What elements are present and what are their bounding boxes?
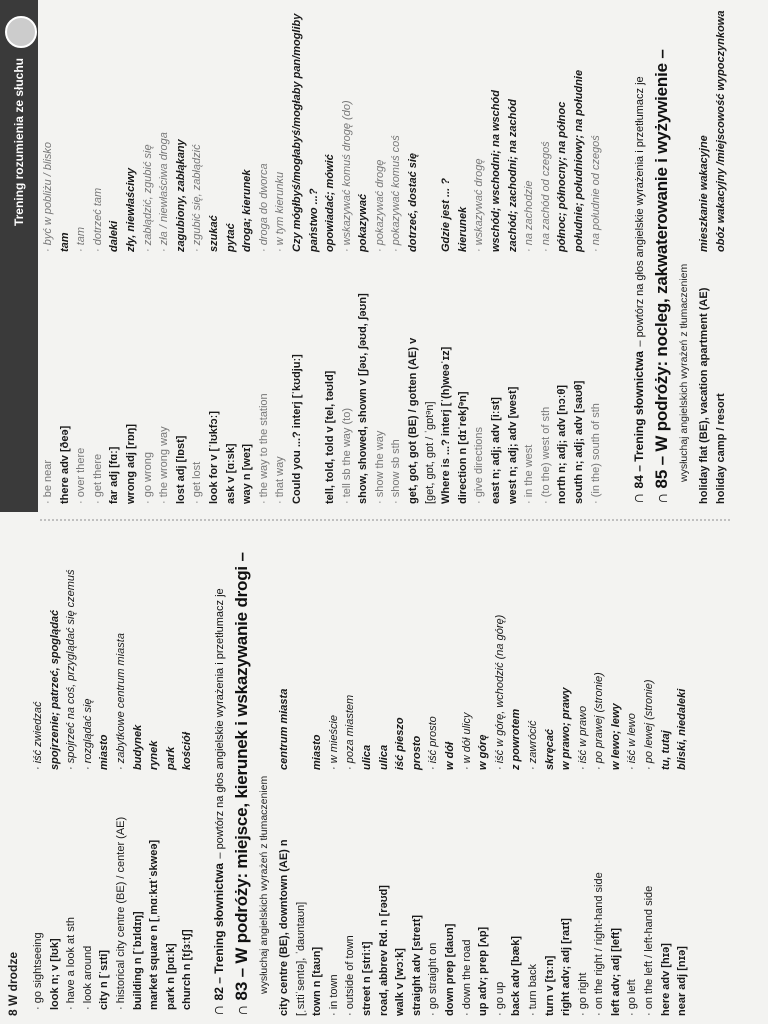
- polish-translation: centrum miasta: [278, 688, 290, 770]
- vocab-row: [641, 615, 658, 1016]
- english-term: look for v [ˈlʊkfɔː]: [207, 410, 220, 504]
- polish-translation: · tam: [75, 226, 88, 252]
- polish-translation: · rozglądać się: [81, 698, 94, 770]
- english-term: city centre (BE), downtown (AE) n: [278, 839, 290, 1016]
- polish-translation: tu, tutaj: [659, 730, 672, 770]
- vocab-row: [326, 615, 343, 1016]
- polish-translation: · na południe od czegoś: [589, 135, 602, 252]
- vocab-row: [508, 615, 525, 1016]
- english-term: down prep [daʊn]: [443, 923, 456, 1016]
- vocab-row: [425, 615, 442, 1016]
- polish-translation: pokazywać: [357, 193, 370, 252]
- vocab-row: [40, 14, 57, 504]
- polish-translation: obóz wakacyjny /miejscowość wypoczynkowa: [714, 10, 727, 252]
- vocab-row: [276, 615, 293, 1016]
- vocab-row: [30, 569, 47, 1010]
- vocab-row: [392, 615, 409, 1016]
- vocab-row: [206, 14, 223, 504]
- polish-translation: · zawrócić: [526, 720, 539, 770]
- english-term: there adv [ðeə]: [58, 425, 71, 504]
- vocab-row: [293, 615, 310, 1016]
- polish-translation: · dotrzeć tam: [91, 187, 104, 252]
- polish-translation: mieszkanie wakacyjne: [698, 135, 710, 252]
- vocab-row: [63, 569, 80, 1010]
- english-term: near adj [nɪə]: [676, 946, 689, 1016]
- english-term: west n; adj; adv [west]: [506, 386, 519, 504]
- polish-translation: · spojrzeć na coś, przyglądać się czemuś: [65, 569, 78, 770]
- english-term: [ˌsɪtiˈsentə], ˈdaʊntaʊn]: [294, 901, 307, 1016]
- english-term: north n; adj; adv [nɔːθ]: [556, 385, 569, 504]
- english-term: · go left: [626, 979, 639, 1016]
- polish-translation: ulica: [360, 744, 373, 770]
- polish-translation: północ; północny; na północ: [556, 101, 569, 252]
- english-term: left adv; adj [left]: [609, 927, 622, 1016]
- english-term: · go up: [493, 981, 506, 1016]
- english-term: church n [tʃɜːtʃ]: [181, 929, 194, 1010]
- vocab-row: [554, 14, 571, 504]
- polish-translation: · droga do dworca: [257, 163, 270, 252]
- english-term: ask v [ɑːsk]: [224, 443, 237, 504]
- polish-translation: · na zachodzie: [523, 180, 536, 252]
- vocab-row: [179, 569, 196, 1010]
- english-term: [get, gɒt, gɒt / ˈgɒtᵊn]: [423, 401, 436, 504]
- english-term: town n [taʊn]: [311, 946, 324, 1016]
- vocab-row: [355, 14, 372, 504]
- english-term: way n [weɪ]: [241, 443, 254, 504]
- polish-translation: droga; kierunek: [241, 169, 254, 252]
- polish-translation: miasto: [311, 734, 324, 770]
- vocab-row: [521, 14, 538, 504]
- vocab-row: [239, 14, 256, 504]
- vocab-row: [505, 14, 522, 504]
- english-term: walk v [wɔːk]: [394, 948, 407, 1016]
- vocab-row: [289, 14, 306, 504]
- polish-translation: · iść prosto: [427, 716, 440, 770]
- spine-divider: [40, 519, 730, 521]
- polish-translation: państwo ...?: [307, 188, 320, 252]
- vocab-row: [57, 14, 74, 504]
- english-term: lost adj [lɒst]: [174, 435, 187, 504]
- polish-translation: daleki: [108, 220, 121, 252]
- ear-icon: ∩: [630, 492, 647, 504]
- vocab-row: [146, 569, 163, 1010]
- english-term: · that way: [274, 456, 287, 504]
- english-term: · (to the) west of sth: [539, 406, 552, 504]
- vocab-list: [276, 615, 691, 1016]
- english-term: · go sightseeing: [32, 932, 44, 1010]
- english-term: up adv; prep [ʌp]: [477, 926, 490, 1016]
- vocab-row: [90, 14, 107, 504]
- polish-translation: kierunek: [456, 206, 469, 252]
- left-page-header: 8 W drodze: [6, 951, 20, 1016]
- polish-translation: opowiadać; mówić: [324, 154, 337, 252]
- polish-translation: zachód; zachodni; na zachód: [506, 99, 519, 252]
- polish-translation: · iść zwiedzać: [32, 701, 44, 770]
- polish-translation: z powrotem: [510, 708, 523, 770]
- polish-translation: zagubiony, zabłąkany: [174, 139, 187, 252]
- english-term: market square n [ˌmɑːkɪtˈskweə]: [148, 839, 161, 1010]
- polish-translation: · poza miastem: [344, 694, 357, 770]
- vocab-row: [455, 14, 472, 504]
- vocab-row: [608, 615, 625, 1016]
- english-term: · in the west: [523, 444, 536, 504]
- polish-translation: · iść w lewo: [626, 713, 639, 770]
- left-page: [0, 512, 768, 1024]
- vocab-row: [674, 615, 691, 1016]
- english-term: · show sb sth: [390, 439, 403, 504]
- polish-translation: szukać: [207, 215, 220, 252]
- polish-translation: Czy mógłbyś/mogłabyś/mogłaby pan/mogliby: [290, 13, 303, 252]
- vocab-row: [438, 14, 455, 504]
- vocab-row: [488, 14, 505, 504]
- english-term: · on the right / right-hand side: [593, 872, 606, 1016]
- vocab-row: [591, 615, 608, 1016]
- polish-translation: · na zachód od czegoś: [539, 141, 552, 252]
- polish-translation: w górę: [477, 734, 490, 770]
- english-term: look n; v [lʊk]: [48, 938, 61, 1010]
- polish-translation: · pokazywać komuś coś: [390, 135, 403, 252]
- polish-translation: · wskazywać komuś drogę (do): [340, 100, 353, 252]
- polish-translation: Gdzie jest ... ?: [440, 178, 453, 252]
- english-term: building n [ˈbɪldɪŋ]: [131, 911, 144, 1010]
- english-term: Where is ...? interj [ˈ(h)weəˈɪz]: [440, 346, 453, 504]
- vocab-row: [189, 14, 206, 504]
- vocab-row: [475, 615, 492, 1016]
- english-term: get, got, got (BE) / gotten (AE) v: [407, 337, 420, 504]
- ear-icon: ∩: [234, 1004, 251, 1016]
- english-term: · (in the) south of sth: [589, 403, 602, 504]
- vocab-row: [163, 569, 180, 1010]
- english-term: · outside of town: [344, 935, 357, 1016]
- english-term: holiday camp / resort: [714, 393, 727, 504]
- vocab-row: [571, 14, 588, 504]
- polish-translation: w prawo; prawy: [560, 687, 573, 770]
- polish-translation: · być w pobliżu / blisko: [42, 141, 54, 252]
- english-term: · have a look at sth: [65, 917, 78, 1010]
- vocab-row: [140, 14, 157, 504]
- polish-translation: · pokazywać drogę: [373, 159, 386, 252]
- english-term: straight adv [streɪt]: [410, 914, 423, 1016]
- polish-translation: · zabłądzić, zgubić się: [141, 144, 154, 252]
- section-85-heading: ∩85 – W podróży: nocleg, zakwaterowanie i wyżywienie –: [652, 49, 671, 504]
- polish-translation: · zabytkowe centrum miasta: [114, 633, 127, 770]
- vocab-row: [409, 615, 426, 1016]
- english-term: tell, told, told v [tel, təʊld]: [324, 370, 337, 504]
- vocab-row: [624, 615, 641, 1016]
- polish-translation: kościół: [181, 732, 194, 770]
- right-page-header: Trening rozumienia ze słuchu: [12, 58, 26, 227]
- english-term: · the way to the station: [257, 393, 270, 504]
- vocab-row: [588, 14, 605, 504]
- polish-translation: · po lewej (stronie): [643, 679, 656, 770]
- vocab-row: [106, 14, 123, 504]
- english-term: · get there: [91, 453, 104, 504]
- polish-translation: południe; południowy; na południe: [573, 69, 585, 252]
- vocab-list: [696, 11, 729, 504]
- vocab-row: [542, 615, 559, 1016]
- english-term: · on the left / left-hand side: [643, 885, 656, 1016]
- vocab-row: [372, 14, 389, 504]
- vocab-list: [40, 14, 604, 504]
- vocab-row: [96, 569, 113, 1010]
- vocab-row: [713, 11, 730, 504]
- polish-translation: zły, niewłaściwy: [124, 168, 137, 252]
- english-term: park n [pɑːk]: [164, 943, 177, 1010]
- english-term: · give directions: [473, 426, 486, 504]
- section-83-subtitle: wysłuchaj angielskich wyrażeń z tłumaczeniem: [258, 775, 270, 994]
- english-term: · get lost: [191, 461, 204, 504]
- polish-translation: · zgubić się, zabłądzić: [191, 144, 204, 252]
- polish-translation: · po prawej (stronie): [593, 672, 606, 770]
- vocab-row: [80, 569, 97, 1010]
- english-term: city n [ˈsɪti]: [98, 949, 111, 1010]
- section-84-heading: ∩84 – Trening słownictwa – powtórz na głos angielskie wyrażenia i przetłumacz je: [630, 76, 647, 504]
- english-term: here adv [hɪə]: [659, 943, 672, 1016]
- polish-translation: · w mieście: [327, 714, 340, 770]
- vocab-row: [492, 615, 509, 1016]
- vocab-row: [123, 14, 140, 504]
- vocab-row: [173, 14, 190, 504]
- polish-translation: budynek: [131, 724, 144, 770]
- polish-translation: ulica: [377, 744, 390, 770]
- vocab-row: [558, 615, 575, 1016]
- english-term: show, showed, shown v [ʃəʊ, ʃəʊd, ʃəʊn]: [357, 293, 370, 504]
- vocab-row: [130, 569, 147, 1010]
- polish-translation: · iść w górę, wchodzić (na górę): [493, 614, 506, 770]
- english-term: · go straight on: [427, 942, 440, 1016]
- vocab-row: [388, 14, 405, 504]
- polish-translation: pytać: [224, 223, 237, 252]
- english-term: street n [striːt]: [360, 941, 373, 1016]
- section-82-heading: ∩82 – Trening słownictwa – powtórz na głos angielskie wyrażenia i przetłumacz je: [210, 588, 227, 1016]
- cd-icon: [5, 16, 37, 48]
- english-term: · the wrong way: [158, 426, 171, 504]
- polish-translation: miasto: [98, 734, 111, 770]
- section-85-subtitle: wysłuchaj angielskich wyrażeń z tłumaczeniem: [678, 263, 690, 482]
- polish-translation: tam: [58, 232, 71, 252]
- polish-translation: spojrzenie; patrzeć, spoglądać: [48, 609, 61, 770]
- ear-icon: ∩: [654, 492, 671, 504]
- polish-translation: park: [164, 746, 177, 770]
- english-term: · show the way: [373, 430, 386, 504]
- vocab-row: [322, 14, 339, 504]
- english-term: right adv; adj [raɪt]: [560, 918, 573, 1016]
- vocab-row: [405, 14, 422, 504]
- polish-translation: · zła / niewłaściwa droga: [158, 132, 171, 252]
- polish-translation: · wskazywać drogę: [473, 158, 486, 252]
- english-term: · over there: [75, 447, 88, 504]
- vocab-row: [339, 14, 356, 504]
- vocab-row: [156, 14, 173, 504]
- english-term: back adv [bæk]: [510, 935, 523, 1016]
- ear-icon: ∩: [210, 1004, 227, 1016]
- english-term: direction n [dɪˈrekʃᵊn]: [456, 391, 469, 504]
- vocab-row: [658, 615, 675, 1016]
- english-term: east n; adj; adv [iːst]: [490, 397, 503, 504]
- english-term: · go right: [576, 972, 589, 1016]
- vocab-row: [459, 615, 476, 1016]
- vocab-row: [306, 14, 323, 504]
- english-term: Could you ...? interj [ˈkʊdjuː]: [290, 354, 303, 504]
- english-term: road, abbrev Rd. n [rəʊd]: [377, 885, 390, 1016]
- english-term: far adj [fɑː]: [108, 446, 121, 504]
- vocab-row: [376, 615, 393, 1016]
- vocab-row: [442, 615, 459, 1016]
- vocab-row: [73, 14, 90, 504]
- english-term: · be near: [42, 459, 54, 504]
- vocab-row: [575, 615, 592, 1016]
- english-term: south n; adj; adv [saʊθ]: [573, 380, 585, 504]
- section-83-heading: ∩83 – W podróży: miejsce, kierunek i wskazywanie drogi –: [232, 552, 251, 1016]
- vocab-row: [471, 14, 488, 504]
- vocab-row: [223, 14, 240, 504]
- vocab-list: [30, 569, 196, 1010]
- polish-translation: rynek: [148, 740, 161, 770]
- vocab-row: [538, 14, 555, 504]
- english-term: · turn back: [526, 964, 539, 1016]
- polish-translation: dotrzeć, dostać się: [407, 152, 420, 252]
- vocab-row: [309, 615, 326, 1016]
- english-term: · historical city centre (BE) / center (AE): [114, 816, 127, 1010]
- polish-translation: iść pieszo: [394, 717, 407, 770]
- english-term: · in town: [327, 974, 340, 1016]
- english-term: holiday flat (BE), vacation apartment (AE): [698, 287, 710, 504]
- english-term: wrong adj [rɒŋ]: [124, 423, 137, 504]
- vocab-row: [256, 14, 273, 504]
- vocab-row: [342, 615, 359, 1016]
- vocab-row: [696, 11, 713, 504]
- vocab-row: [47, 569, 64, 1010]
- vocab-row: [359, 615, 376, 1016]
- polish-translation: · w tym kierunku: [274, 171, 287, 252]
- polish-translation: wschód; wschodni; na wschód: [490, 90, 503, 252]
- polish-translation: · w dół ulicy: [460, 712, 473, 770]
- vocab-row: [113, 569, 130, 1010]
- polish-translation: w lewo; lewy: [609, 703, 622, 770]
- english-term: · go wrong: [141, 452, 154, 504]
- english-term: · down the road: [460, 939, 473, 1016]
- english-term: · tell sb the way (to): [340, 408, 353, 504]
- english-term: turn v [tɜːn]: [543, 955, 556, 1016]
- polish-translation: w dół: [443, 741, 456, 770]
- vocab-row: [525, 615, 542, 1016]
- right-page-header-band: [0, 0, 38, 512]
- vocab-row: [272, 14, 289, 504]
- polish-translation: skręcać: [543, 729, 556, 770]
- english-term: · look around: [81, 945, 94, 1010]
- polish-translation: · iść w prawo: [576, 705, 589, 770]
- polish-translation: bliski, niedaleki: [676, 688, 689, 770]
- polish-translation: prosto: [410, 735, 423, 770]
- vocab-row: [422, 14, 439, 504]
